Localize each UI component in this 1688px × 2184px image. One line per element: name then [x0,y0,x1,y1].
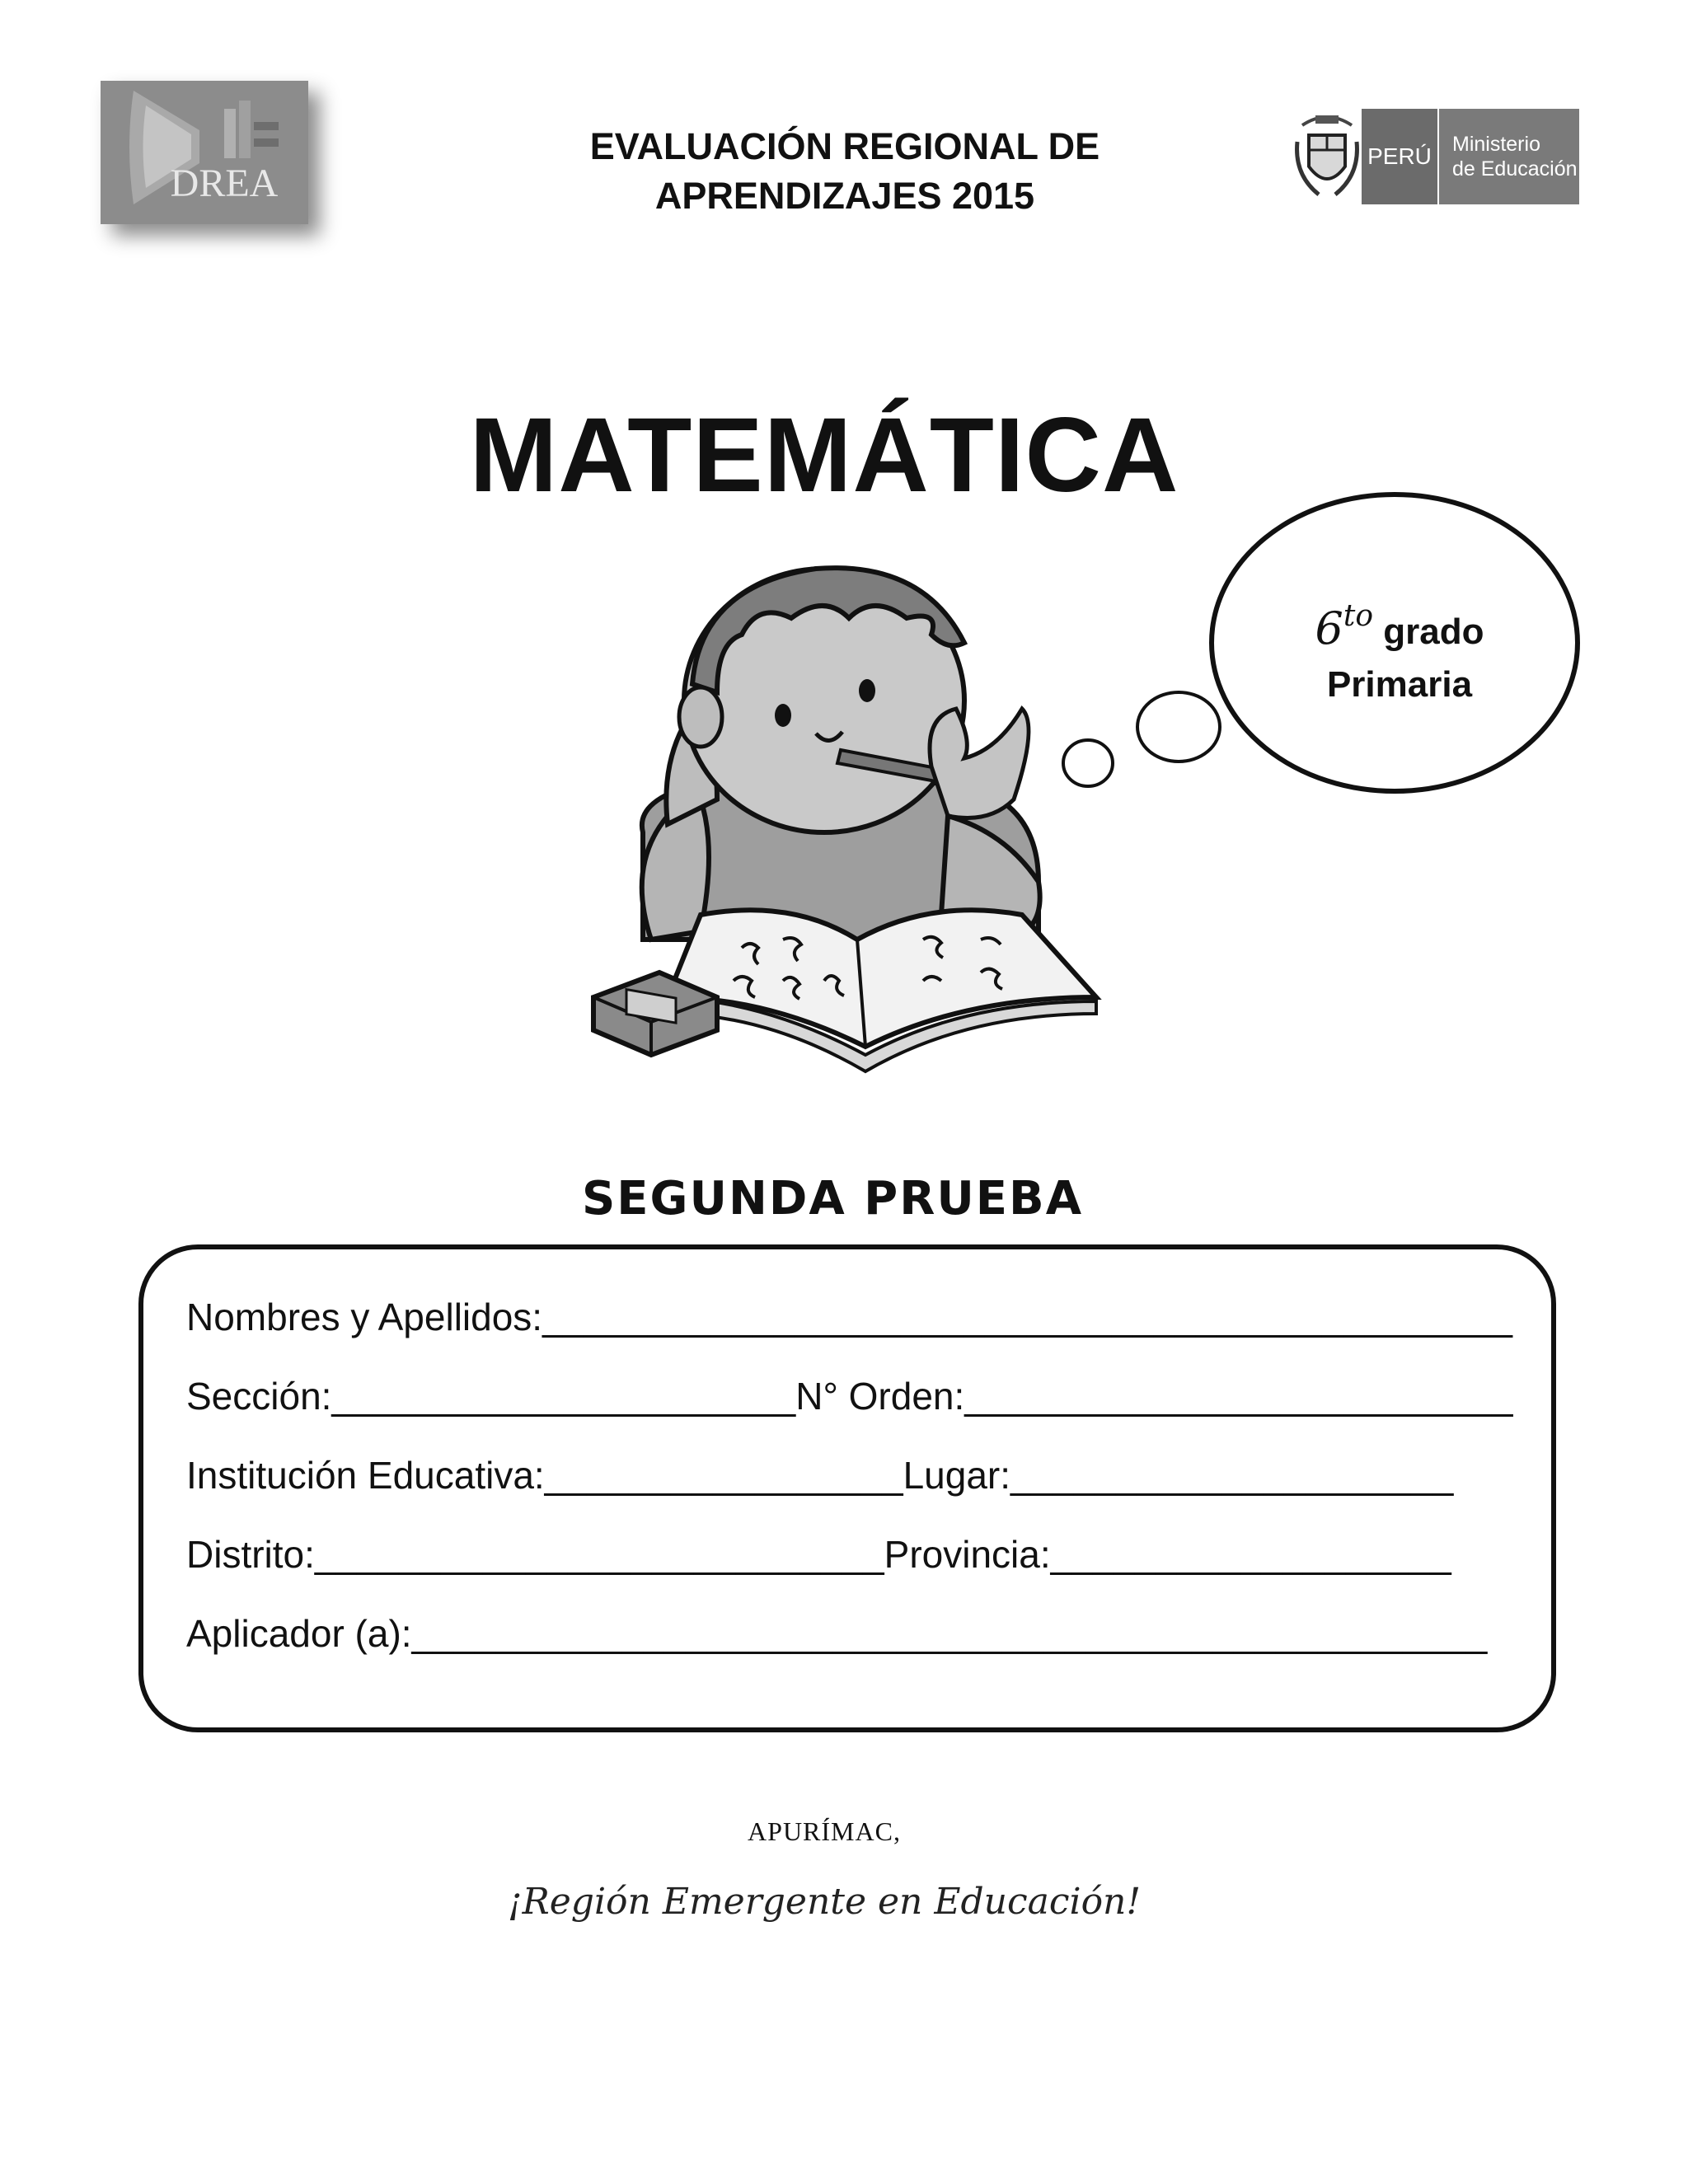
bubble-text [1218,590,1581,711]
ministerio-line2: de Educación [1452,157,1578,180]
test-subtitle: SEGUNDA PRUEBA [581,1172,1084,1226]
main-title: MATEMÁTICA [469,396,1179,514]
form-line-section: Sección:______________________N° Orden:__________________________ [186,1375,1513,1418]
form-line-applicator: Aplicador (a):___________________________________________________ [186,1612,1488,1655]
header-title-line2: APRENDIZAJES 2015 [654,175,1035,217]
grade-word: grado [1383,612,1484,652]
ministerio-line1: Ministerio [1452,133,1540,156]
grade-suffix: to [1343,599,1374,633]
child-studying-illustration [577,552,1121,1088]
form-line-institution: Institución Educativa:_________________Lugar:_____________________ [186,1454,1454,1497]
peru-label: PERÚ [1362,109,1437,204]
footer-place: APURÍMAC, [748,1816,901,1846]
peru-crest-icon [1294,109,1360,206]
drea-logo [101,81,308,224]
footer-motto: ¡Región Emergente en Educación! [507,1881,1142,1923]
header-title-line1: EVALUACIÓN REGIONAL DE [589,125,1100,167]
ministerio-label [1439,109,1579,204]
grade-line [1218,590,1581,658]
grade-number: 6 [1315,602,1343,654]
grade-level: Primaria [1326,664,1473,705]
form-line-name: Nombres y Apellidos:______________________________________________ [186,1296,1512,1338]
drea-logo-text: DREA [170,162,279,205]
header-title [462,122,1228,221]
form-line-district: Distrito:___________________________Provincia:___________________ [186,1533,1451,1576]
